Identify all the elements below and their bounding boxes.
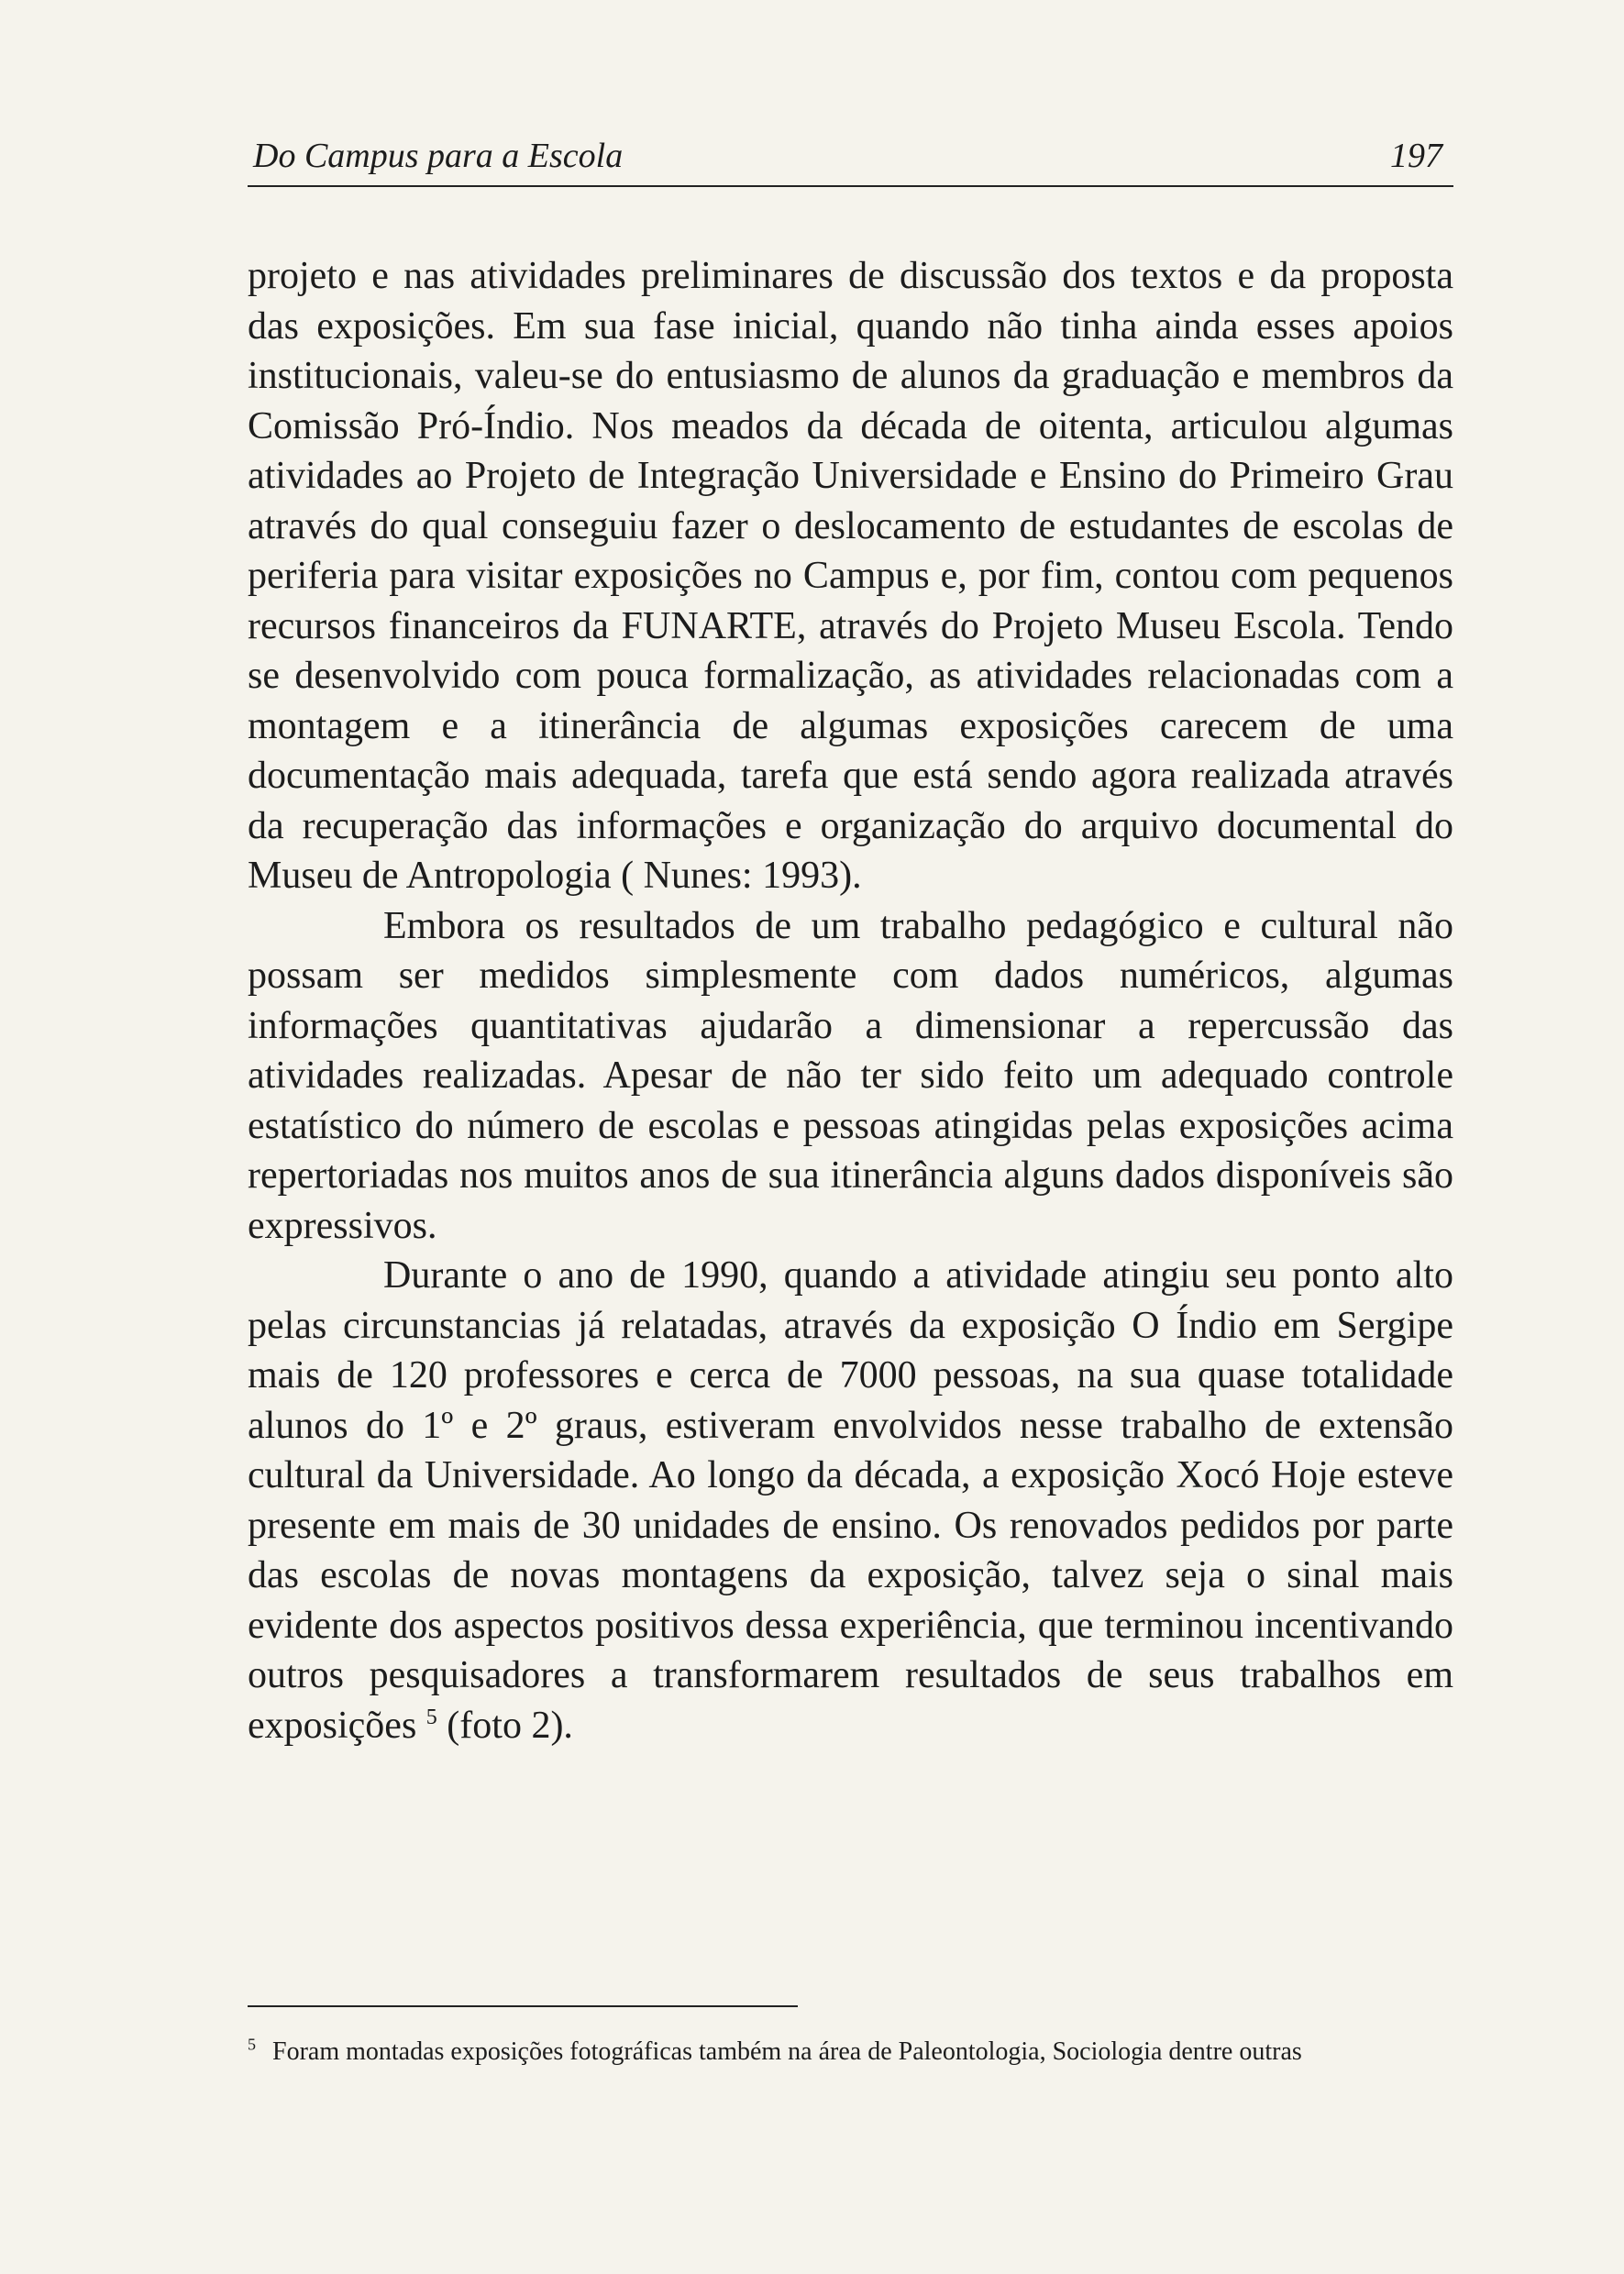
paragraph-3-end: (foto 2). bbox=[436, 1704, 573, 1747]
footnote-divider bbox=[248, 2005, 798, 2007]
running-header bbox=[248, 128, 1453, 187]
paragraph-3 bbox=[248, 1251, 1453, 1750]
paragraph-2: Embora os resultados de um trabalho pedagógico e cultural não possam ser medidos simplesmente com dados numéricos, algumas informações quantitativas ajudarão a dimensionar a repercussão das atividades realizadas. Apesar de não ter sido feito um adequado controle estatístico do número de escolas e pessoas atingidas pelas exposições acima repertoriadas nos muitos anos de sua itinerância alguns dados disponíveis são expressivos. bbox=[248, 904, 1453, 1247]
page-number: 197 bbox=[1390, 137, 1442, 175]
book-page bbox=[248, 128, 1453, 2182]
body-text bbox=[248, 251, 1453, 1750]
footnote-marker: 5 bbox=[248, 2035, 256, 2054]
footnote-reference: 5 bbox=[425, 1705, 437, 1729]
chapter-title: Do Campus para a Escola bbox=[253, 137, 624, 175]
paragraph-3-text: Durante o ano de 1990, quando a atividade atingiu seu ponto alto pelas circunstancias já relatadas, através da exposição O Índio em Sergipe mais de 120 professores e cerca de 7000 pessoas, na sua quase totalidade alunos do 1º e 2º graus, estiveram envolvidos nesse trabalho de extensão cultural da Universidade. Ao longo da década, a exposição Xocó Hoje esteve presente em mais de 30 unidades de ensino. Os renovados pedidos por parte das escolas de novas montagens da exposição, talvez seja o sinal mais evidente dos aspectos positivos dessa experiência, que terminou incentivando outros pesquisadores a transformarem resultados de seus trabalhos em exposições bbox=[248, 1254, 1453, 1747]
paragraph-1: projeto e nas atividades preliminares de discussão dos textos e da proposta das exposições. Em sua fase inicial, quando não tinha ainda esses apoios institucionais, valeu-se do entusiasmo de alunos da graduação e membros da Comissão Pró-Índio. Nos meados da década de oitenta, articulou algumas atividades ao Projeto de Integração Universidade e Ensino do Primeiro Grau através do qual conseguiu fazer o deslocamento de estudantes de escolas de periferia para visitar exposições no Campus e, por fim, contou com pequenos recursos financeiros da FUNARTE, através do Projeto Museu Escola. Tendo se desenvolvido com pouca formalização, as atividades relacionadas com a montagem e a itinerância de algumas exposições carecem de uma documentação mais adequada, tarefa que está sendo agora realizada através da recuperação das informações e organização do arquivo documental do Museu de Antropologia ( Nunes: 1993). bbox=[248, 255, 1453, 897]
footnote-text: Foram montadas exposições fotográficas também na área de Paleontologia, Sociologia dentre outras bbox=[272, 2037, 1302, 2066]
footnote bbox=[248, 2034, 1449, 2070]
